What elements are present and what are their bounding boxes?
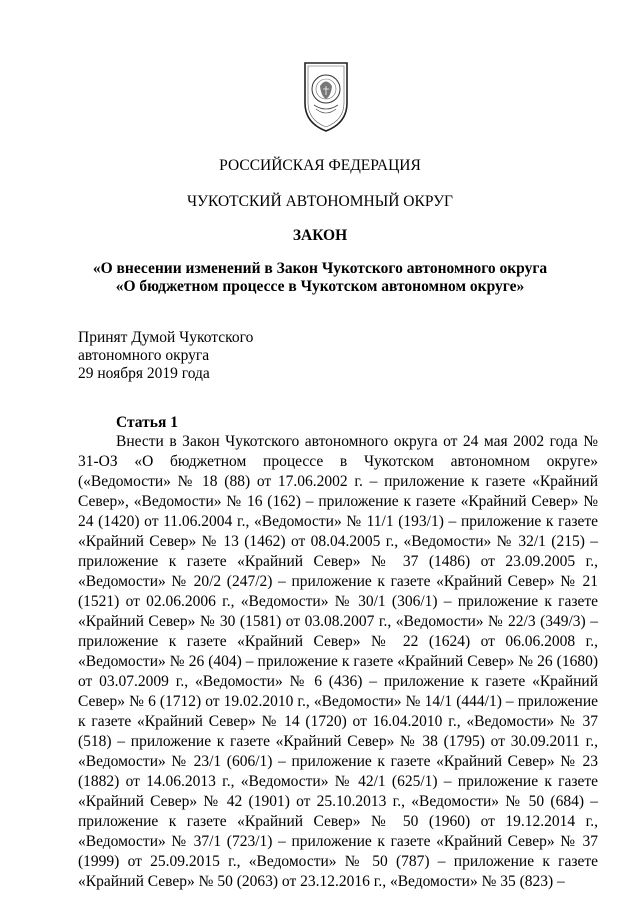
article-body: Внести в Закон Чукотского автономного округа от 24 мая 2002 года № 31-ОЗ «О бюджетном процессе в Чукотском автономном округе» («Ведомости» № 18 (88) от 17.06.2002 г. – приложение к газете «Крайний Север», «Ведомости» № 16 (162) – приложение к газете «Крайний Север» № 24 (1420) от 11.06.2004 г., «Ведомости» № 11/1 (193/1) – приложение к газете «Крайний Север» № 13 (1462) от 08.04.2005 г., «Ведомости» № 32/1 (215) – приложение к газете «Крайний Север» № 37 (1486) от 23.09.2005 г., «Ведомости» № 20/2 (247/2) – приложение к газете «Крайний Север» № 21 (1521) от 02.06.2006 г., «Ведомости» № 30/1 (306/1) – приложение к газете «Крайний Север» № 30 (1581) от 03.08.2007 г., «Ведомости» № 22/3 (349/3) – приложение к газете «Крайний Север» № 22 (1624) от 06.06.2008 г., «Ведомости» № 26 (404) – приложение к газете «Крайний Север» № 26 (1680) от 03.07.2009 г., «Ведомости» № 6 (436) – приложение к газете «Крайний Север» № 6 (1712) от 19.02.2010 г., «Ведомости» № 14/1 (444/1) – приложение к газете «Крайний Север» № 14 (1720) от 16.04.2010 г., «Ведомости» № 37 (518) – приложение к газете «Крайний Север» № 38 (1795) от 30.09.2011 г., «Ведомости» № 23/1 (606/1) – приложение к газете «Крайний Север» № 23 (1882) от 14.06.2013 г., «Ведомости» № 42/1 (625/1) – приложение к газете «Крайний Север» № 42 (1901) от 25.10.2013 г., «Ведомости» № 50 (684) – приложение к газете «Крайний Север» № 50 (1960) от 19.12.2014 г., «Ведомости» № 37/1 (723/1) – приложение к газете «Крайний Север» № 37 (1999) от 25.09.2015 г., «Ведомости» № 50 (787) – приложение к газете «Крайний Север» № 50 (2063) от 23.12.2016 г., «Ведомости» № 35 (823) –	[78, 433, 598, 890]
adoption-line-2: автономного округа	[78, 347, 210, 364]
adoption-line-1: Принят Думой Чукотского	[78, 329, 254, 346]
document-type: ЗАКОН	[292, 227, 348, 244]
article-title: Статья 1	[116, 414, 178, 431]
adoption-date: 29 ноября 2019 года	[78, 365, 210, 382]
coat-of-arms-icon	[301, 59, 351, 135]
law-title	[60, 260, 580, 296]
country-name: РОССИЙСКАЯ ФЕДЕРАЦИЯ	[219, 157, 421, 174]
adoption-info	[78, 329, 253, 383]
law-title-line-1: «О внесении изменений в Закон Чукотского автономного округа	[92, 260, 548, 277]
region-name: ЧУКОТСКИЙ АВТОНОМНЫЙ ОКРУГ	[186, 193, 454, 210]
law-title-line-2: «О бюджетном процессе в Чукотском автономном округе»	[115, 278, 525, 295]
